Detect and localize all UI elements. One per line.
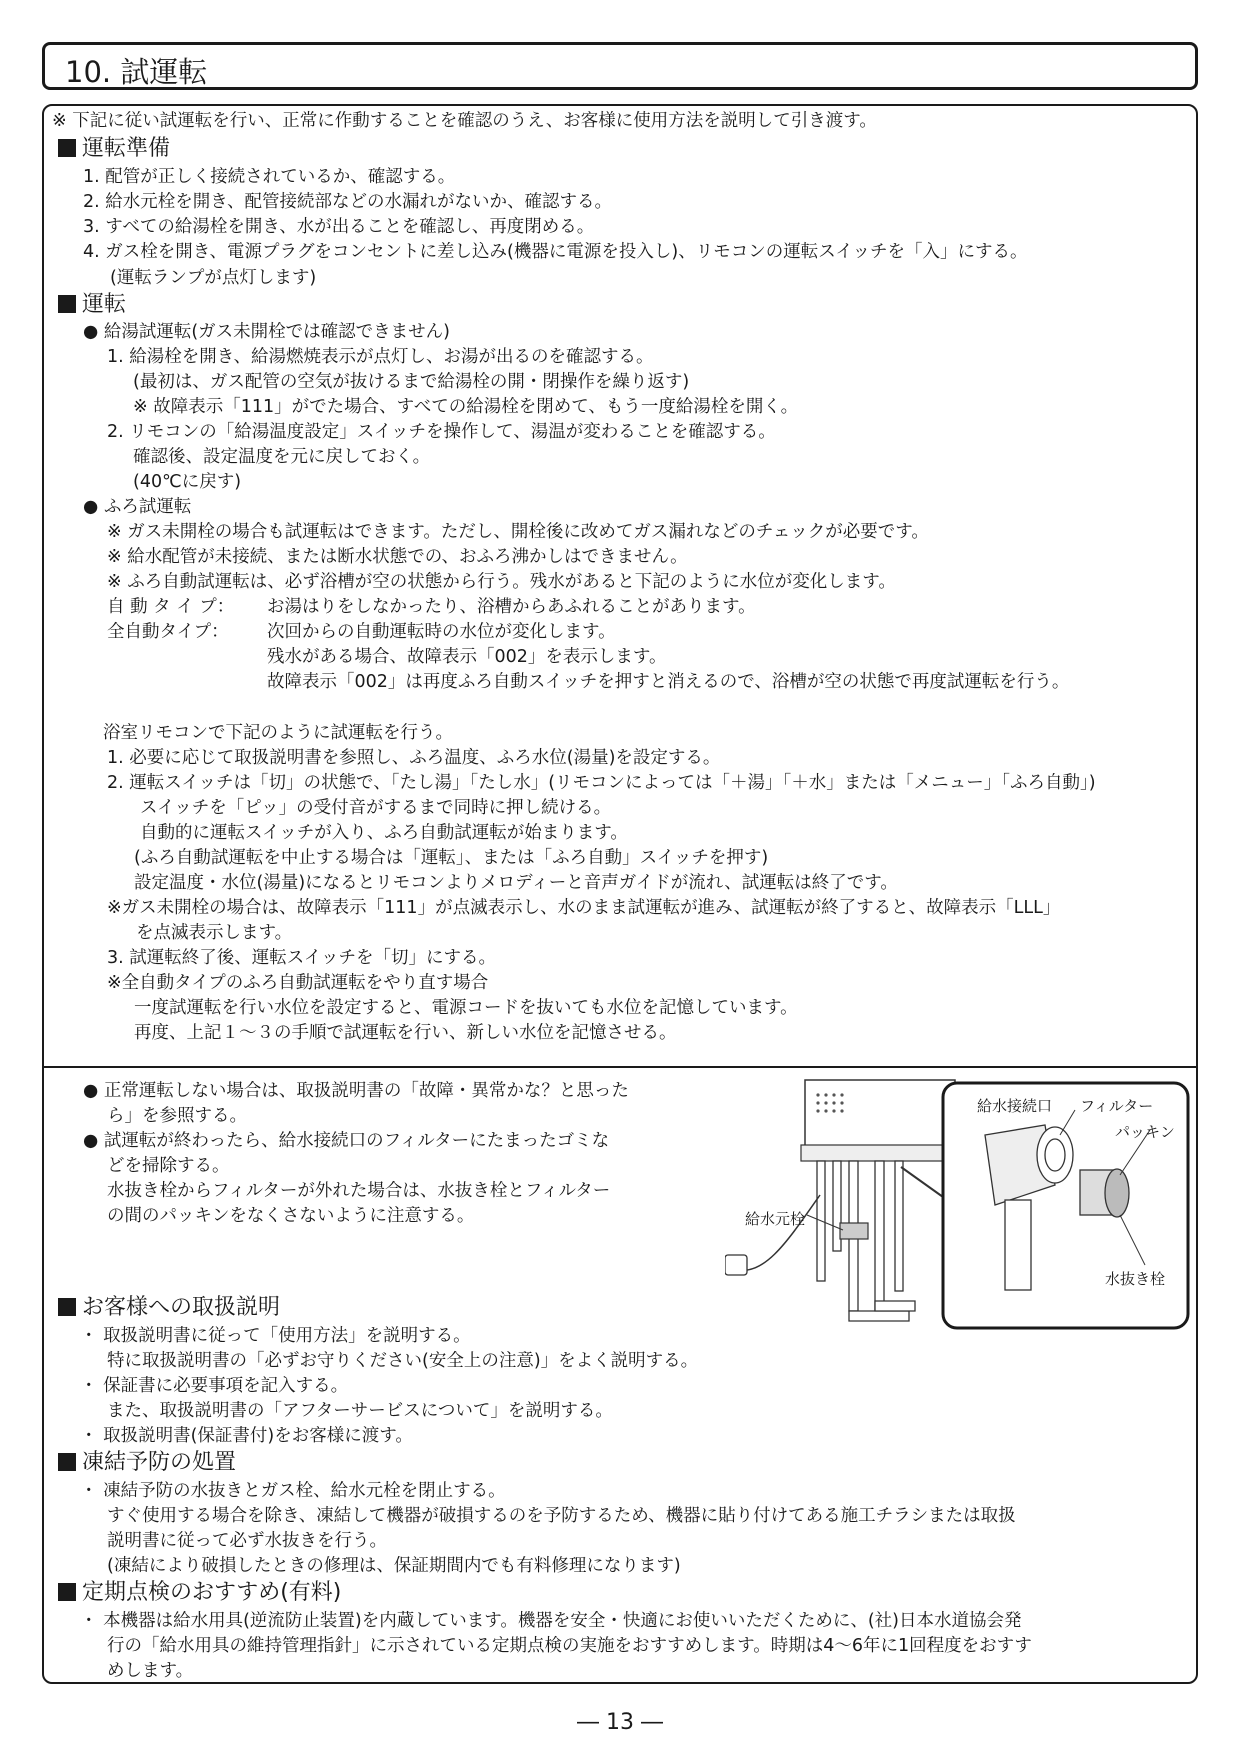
customer-heading-text: お客様への取扱説明: [82, 1295, 281, 1320]
bath-title-text: ふろ試運転: [103, 497, 192, 517]
heading-square-icon: [58, 139, 76, 157]
freeze-line: (凍結により破損したときの修理は、保証期間内でも有料修理になります): [107, 1556, 681, 1576]
main-valve-body: [840, 1223, 868, 1239]
trouble-line-text: 正常運転しない場合は、取扱説明書の「故障・異常かな？と思った: [103, 1081, 629, 1101]
hot-water-title-text: 給湯試運転(ガス未開栓では確認できません): [103, 322, 450, 342]
customer-line-text: 取扱説明書(保証書付)をお客様に渡す。: [103, 1426, 413, 1446]
inspection-line: [80, 1610, 1021, 1632]
full-auto-type-line: 残水がある場合、故障表示「002」を表示します。: [267, 647, 667, 667]
bullet-icon: ●: [83, 1131, 104, 1151]
bath-note: ※ 給水配管が未接続、または断水状態での、おふろ沸かしはできません。: [107, 547, 688, 567]
customer-line-text: 保証書に必要事項を記入する。: [103, 1376, 349, 1396]
hot-water-line: ※ 故障表示「111」がでた場合、すべての給湯栓を閉めて、もう一度給湯栓を開く。: [133, 397, 799, 417]
dot-bullet-icon: ・: [80, 1426, 104, 1446]
prep-heading: [58, 136, 170, 162]
heater-bottom-plate: [801, 1145, 961, 1161]
hot-water-line: 確認後、設定温度を元に戻しておく。: [133, 447, 431, 467]
bath-step: 自動的に運転スイッチが入り、ふろ自動試運転が始まります。: [140, 823, 628, 843]
dot-bullet-icon: ・: [80, 1481, 104, 1501]
inspection-line-text: 本機器は給水用具(逆流防止装置)を内蔵しています。機器を安全・快適にお使いいただくために、(社)日本水道協会発: [103, 1611, 1022, 1631]
auto-type-label: 自 動 タ イ プ：: [107, 597, 235, 617]
bath-step: 1. 必要に応じて取扱説明書を参照し、ふろ温度、ふろ水位(湯量)を設定する。: [107, 748, 721, 768]
heading-square-icon: [58, 295, 76, 313]
customer-line: [80, 1375, 348, 1397]
power-cord: [735, 1195, 820, 1271]
trouble-line: の間のパッキンをなくさないように注意する。: [107, 1206, 475, 1226]
prep-line: 3. すべての給湯栓を開き、水が出ることを確認し、再度閉める。: [83, 217, 595, 237]
supply-inlet-label: 給水接続口: [977, 1097, 1053, 1115]
full-auto-type-label: 全自動タイプ：: [107, 622, 229, 642]
inspection-heading-text: 定期点検のおすすめ(有料): [82, 1580, 342, 1605]
bath-step: 3. 試運転終了後、運転スイッチを「切」にする。: [107, 948, 497, 968]
prep-line: 2. 給水元栓を開き、配管接続部などの水漏れがないか、確認する。: [83, 192, 613, 212]
prep-line: 4. ガス栓を開き、電源プラグをコンセントに差し込み(機器に電源を投入し)、リモコンの運転スイッチを「入」にする。: [83, 242, 1028, 262]
heading-square-icon: [58, 1298, 76, 1316]
bath-step: スイッチを「ピッ」の受付音がするまで同時に押し続ける。: [140, 798, 612, 818]
freeze-line-text: 凍結予防の水抜きとガス栓、給水元栓を閉止する。: [103, 1481, 506, 1501]
trouble-line: ら」を参照する。: [107, 1106, 247, 1126]
intro-note: ※ 下記に従い試運転を行い、正常に作動することを確認のうえ、お客様に使用方法を説明して引き渡す。: [52, 111, 877, 131]
heading-square-icon: [58, 1453, 76, 1471]
bullet-icon: ●: [83, 1081, 104, 1101]
auto-type-text: お湯はりをしなかったり、浴槽からあふれることがあります。: [267, 597, 756, 617]
trouble-line: どを掃除する。: [107, 1156, 230, 1176]
dot-bullet-icon: ・: [80, 1326, 104, 1346]
freeze-heading: [58, 1450, 236, 1476]
bath-note: ※ ガス未開栓の場合も試運転はできます。ただし、開栓後に改めてガス漏れなどのチェックが必要です。: [107, 522, 929, 542]
drain-plug-label: 水抜き栓: [1105, 1270, 1166, 1288]
hot-water-line: (40℃に戻す): [133, 472, 242, 492]
freeze-line: [80, 1480, 506, 1502]
bath-step: 設定温度・水位(湯量)になるとリモコンよりメロディーと音声ガイドが流れ、試運転は終了です。: [134, 873, 898, 893]
bath-step: 再度、上記１～３の手順で試運転を行い、新しい水位を記憶させる。: [134, 1023, 677, 1043]
bath-note: ※ ふろ自動試運転は、必ず浴槽が空の状態から行う。残水があると下記のように水位が変化します。: [107, 572, 896, 592]
full-auto-type-line: 次回からの自動運転時の水位が変化します。: [267, 622, 616, 642]
inspection-heading: [58, 1580, 341, 1606]
inspection-line: 行の「給水用具の維持管理指針」に示されている定期点検の実施をおすすめします。時期は4～6年に1回程度をおすす: [107, 1636, 1032, 1656]
hot-water-line: 1. 給湯栓を開き、給湯燃焼表示が点灯し、お湯が出るのを確認する。: [107, 347, 654, 367]
section-divider: [42, 1066, 1198, 1068]
full-auto-type-line: 故障表示「002」は再度ふろ自動スイッチを押すと消えるので、浴槽が空の状態で再度試運転を行う。: [267, 672, 1070, 692]
water-heater-illustration: [725, 1075, 1190, 1335]
trouble-line-text: 試運転が終わったら、給水接続口のフィルターにたまったゴミな: [103, 1131, 610, 1151]
trouble-line: [83, 1130, 609, 1152]
hot-water-line: (最初は、ガス配管の空気が抜けるまで給湯栓の開・閉操作を繰り返す): [133, 372, 690, 392]
customer-line: [80, 1425, 413, 1447]
trouble-line: 水抜き栓からフィルターが外れた場合は、水抜き栓とフィルター: [107, 1181, 611, 1201]
section-title-box: [42, 42, 1198, 90]
bath-title: [83, 496, 191, 518]
detail-callout-box: [943, 1083, 1188, 1328]
bullet-icon: ●: [83, 497, 104, 517]
bath-step: ※全自動タイプのふろ自動試運転をやり直す場合: [107, 973, 489, 993]
freeze-heading-text: 凍結予防の処置: [82, 1450, 237, 1475]
prep-line: 1. 配管が正しく接続されているか、確認する。: [83, 167, 456, 187]
customer-line: 特に取扱説明書の「必ずお守りください(安全上の注意)」をよく説明する。: [107, 1351, 699, 1371]
customer-heading: [58, 1295, 280, 1321]
prep-heading-text: 運転準備: [82, 136, 171, 161]
hot-water-line: 2. リモコンの「給湯温度設定」スイッチを操作して、湯温が変わることを確認する。: [107, 422, 776, 442]
power-plug: [725, 1255, 747, 1275]
customer-line-text: 取扱説明書に従って「使用方法」を説明する。: [103, 1326, 471, 1346]
customer-line: [80, 1325, 471, 1347]
prep-line: (運転ランプが点灯します): [110, 268, 317, 288]
bath-step: を点滅表示します。: [136, 923, 293, 943]
heading-square-icon: [58, 1583, 76, 1601]
main-valve-label: 給水元栓: [745, 1210, 806, 1228]
remote-intro: 浴室リモコンで下記のように試運転を行う。: [103, 723, 453, 743]
operation-heading: [58, 292, 126, 318]
pipes: [817, 1161, 915, 1321]
packing-label: パッキン: [1115, 1123, 1175, 1141]
filter-label: フィルター: [1080, 1097, 1154, 1115]
section-title: 10. 試運転: [65, 55, 208, 89]
bath-step: 一度試運転を行い水位を設定すると、電源コードを抜いても水位を記憶しています。: [134, 998, 798, 1018]
operation-heading-text: 運転: [82, 292, 127, 317]
page-number: ― 13 ―: [577, 1710, 663, 1735]
bath-step: (ふろ自動試運転を中止する場合は「運転」、または「ふろ自動」スイッチを押す): [134, 848, 769, 868]
bath-step: ※ガス未開栓の場合は、故障表示「111」が点滅表示し、水のまま試運転が進み、試運転が終了すると、故障表示「LLL」: [107, 898, 1061, 918]
customer-line: また、取扱説明書の「アフターサービスについて」を説明する。: [107, 1401, 613, 1421]
detail-pointer: [901, 1167, 943, 1197]
freeze-line: すぐ使用する場合を除き、凍結して機器が破損するのを予防するため、機器に貼り付けてある施工チラシまたは取扱: [107, 1506, 1016, 1526]
trouble-line: [83, 1080, 629, 1102]
bullet-icon: ●: [83, 322, 104, 342]
freeze-line: 説明書に従って必ず水抜きを行う。: [107, 1531, 387, 1551]
inspection-line: めします。: [107, 1661, 194, 1681]
dot-bullet-icon: ・: [80, 1611, 104, 1631]
bath-step: 2. 運転スイッチは「切」の状態で、「たし湯」「たし水」(リモコンによっては「＋湯」「＋水」または「メニュー」「ふろ自動」): [107, 773, 1096, 793]
hot-water-title: [83, 321, 450, 343]
dot-bullet-icon: ・: [80, 1376, 104, 1396]
